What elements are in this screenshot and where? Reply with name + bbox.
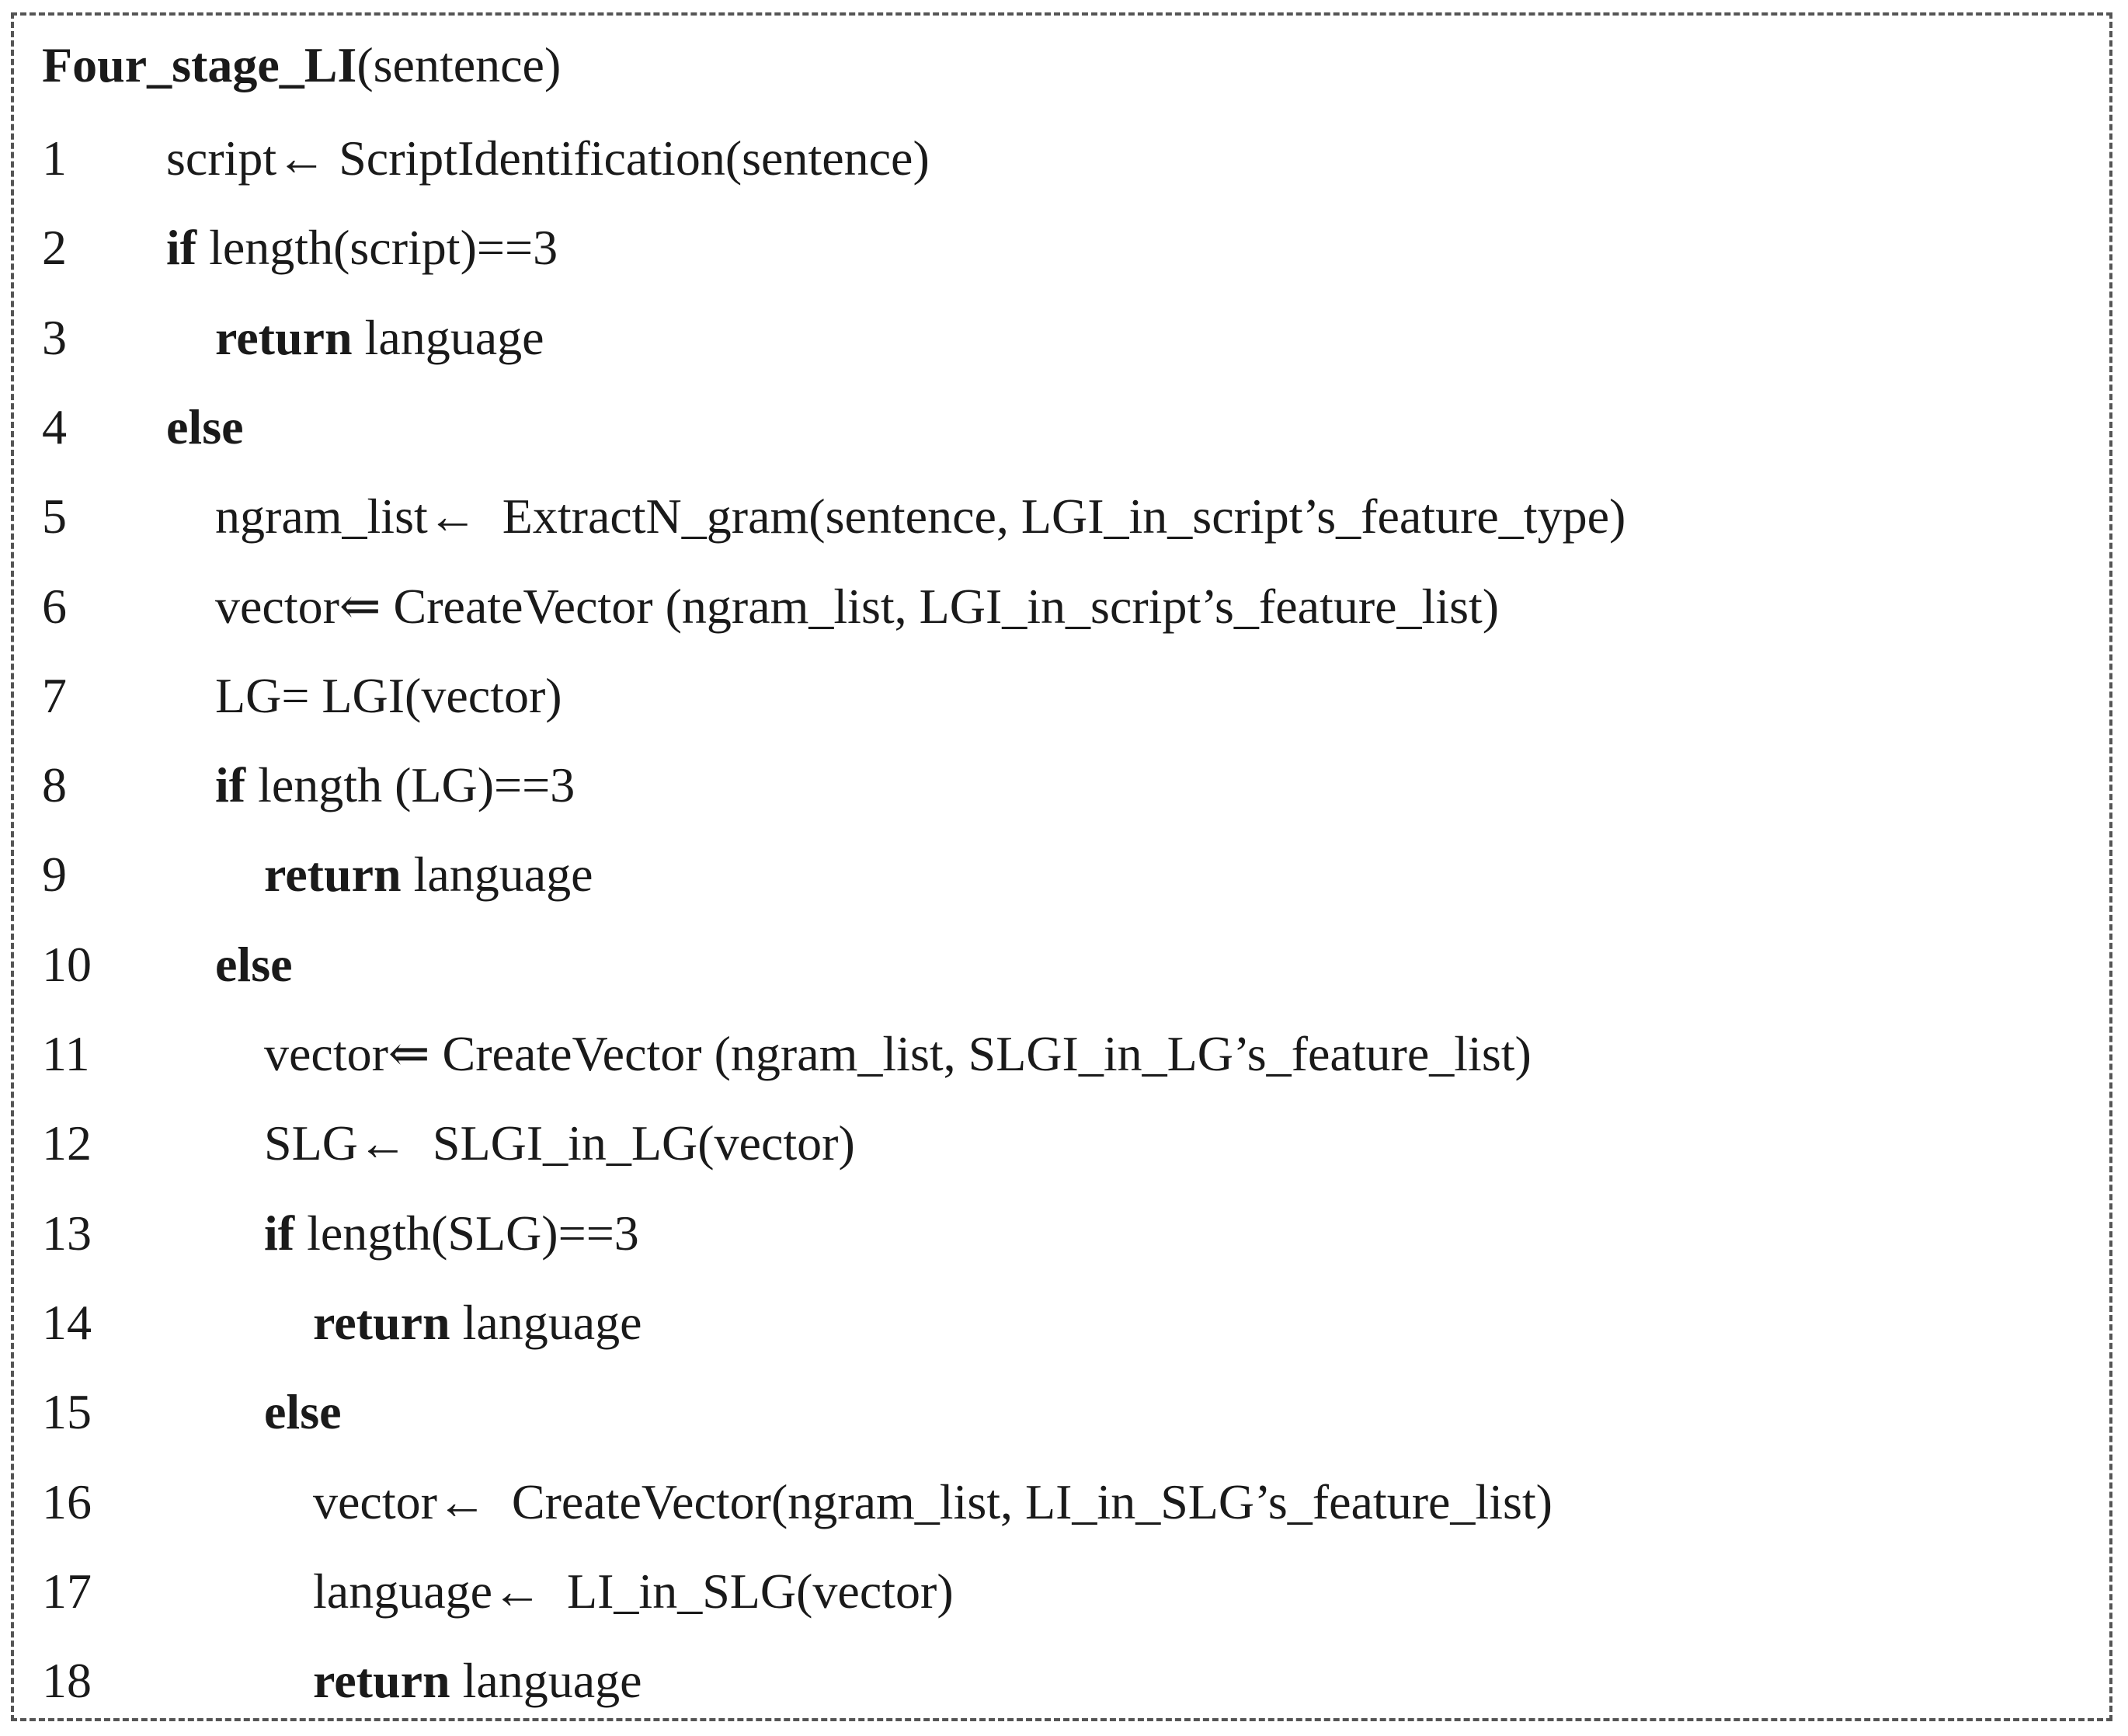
line-number: 12 bbox=[42, 1115, 92, 1171]
code-line bbox=[0, 209, 2097, 287]
algorithm-header bbox=[42, 28, 561, 103]
line-number: 3 bbox=[42, 309, 67, 365]
line-number: 17 bbox=[42, 1563, 92, 1619]
keyword: return bbox=[313, 1653, 450, 1709]
statement: script← ScriptIdentification(sentence) bbox=[166, 130, 930, 186]
statement: language bbox=[352, 309, 544, 365]
code-text bbox=[215, 657, 562, 735]
code-text bbox=[264, 1105, 855, 1182]
code-line bbox=[0, 926, 2097, 1004]
line-number: 9 bbox=[42, 847, 67, 903]
code-line bbox=[0, 1463, 2097, 1541]
code-text bbox=[215, 926, 293, 1004]
keyword: if bbox=[264, 1205, 295, 1261]
code-text bbox=[166, 209, 558, 287]
statement: language bbox=[450, 1653, 642, 1709]
statement: length(script)==3 bbox=[196, 220, 558, 276]
line-number: 16 bbox=[42, 1473, 92, 1529]
statement: length (LG)==3 bbox=[245, 757, 575, 813]
code-line bbox=[0, 1284, 2097, 1362]
keyword: return bbox=[313, 1294, 450, 1350]
line-number: 8 bbox=[42, 757, 67, 813]
code-text bbox=[215, 568, 1499, 645]
code-line bbox=[0, 1553, 2097, 1630]
code-line bbox=[0, 657, 2097, 735]
code-text bbox=[215, 746, 575, 824]
keyword: else bbox=[264, 1384, 342, 1440]
code-line bbox=[0, 388, 2097, 466]
keyword: if bbox=[166, 220, 197, 276]
code-text bbox=[313, 1284, 642, 1362]
code-text bbox=[313, 1642, 642, 1720]
code-text bbox=[166, 120, 930, 197]
code-line bbox=[0, 1015, 2097, 1093]
line-number: 18 bbox=[42, 1653, 92, 1709]
statement: language← LI_in_SLG(vector) bbox=[313, 1563, 954, 1619]
code-text bbox=[264, 836, 593, 913]
statement: SLG← SLGI_in_LG(vector) bbox=[264, 1115, 855, 1171]
code-line bbox=[0, 746, 2097, 824]
statement: language bbox=[450, 1294, 642, 1350]
line-number: 5 bbox=[42, 489, 67, 544]
statement: vector← CreateVector(ngram_list, LI_in_SLG’s_feature_list) bbox=[313, 1473, 1553, 1529]
keyword: return bbox=[215, 309, 353, 365]
code-text bbox=[264, 1195, 639, 1272]
code-line bbox=[0, 1373, 2097, 1451]
code-text bbox=[215, 478, 1626, 555]
line-number: 11 bbox=[42, 1026, 90, 1081]
code-text bbox=[215, 299, 544, 377]
function-params: (sentence) bbox=[356, 37, 562, 92]
line-number: 1 bbox=[42, 130, 67, 186]
keyword: return bbox=[264, 847, 402, 903]
code-line bbox=[0, 1195, 2097, 1272]
line-number: 4 bbox=[42, 398, 67, 454]
code-text bbox=[166, 388, 244, 466]
statement: ngram_list← ExtractN_gram(sentence, LGI_in_script’s_feature_type) bbox=[215, 489, 1626, 544]
statement: vector⇐ CreateVector (ngram_list, LGI_in_script’s_feature_list) bbox=[215, 578, 1500, 634]
statement: vector⇐ CreateVector (ngram_list, SLGI_in_LG’s_feature_list) bbox=[264, 1026, 1532, 1081]
line-number: 2 bbox=[42, 220, 67, 276]
statement: language bbox=[401, 847, 593, 903]
code-text bbox=[313, 1463, 1553, 1541]
line-number: 10 bbox=[42, 936, 92, 992]
code-line bbox=[0, 836, 2097, 913]
keyword: else bbox=[215, 936, 293, 992]
statement: LG= LGI(vector) bbox=[215, 667, 562, 723]
code-text bbox=[264, 1015, 1532, 1093]
code-text bbox=[264, 1373, 342, 1451]
statement: length(SLG)==3 bbox=[294, 1205, 639, 1261]
line-number: 14 bbox=[42, 1294, 92, 1350]
code-text bbox=[313, 1553, 954, 1630]
keyword: if bbox=[215, 757, 246, 813]
code-line bbox=[0, 478, 2097, 555]
line-number: 15 bbox=[42, 1384, 92, 1440]
code-line bbox=[0, 120, 2097, 197]
line-number: 7 bbox=[42, 667, 67, 723]
line-number: 6 bbox=[42, 578, 67, 634]
line-number: 13 bbox=[42, 1205, 92, 1261]
code-line bbox=[0, 299, 2097, 377]
function-name: Four_stage_LI bbox=[42, 37, 357, 92]
code-line bbox=[0, 1642, 2097, 1720]
code-line bbox=[0, 1105, 2097, 1182]
code-line bbox=[0, 568, 2097, 645]
keyword: else bbox=[166, 398, 244, 454]
